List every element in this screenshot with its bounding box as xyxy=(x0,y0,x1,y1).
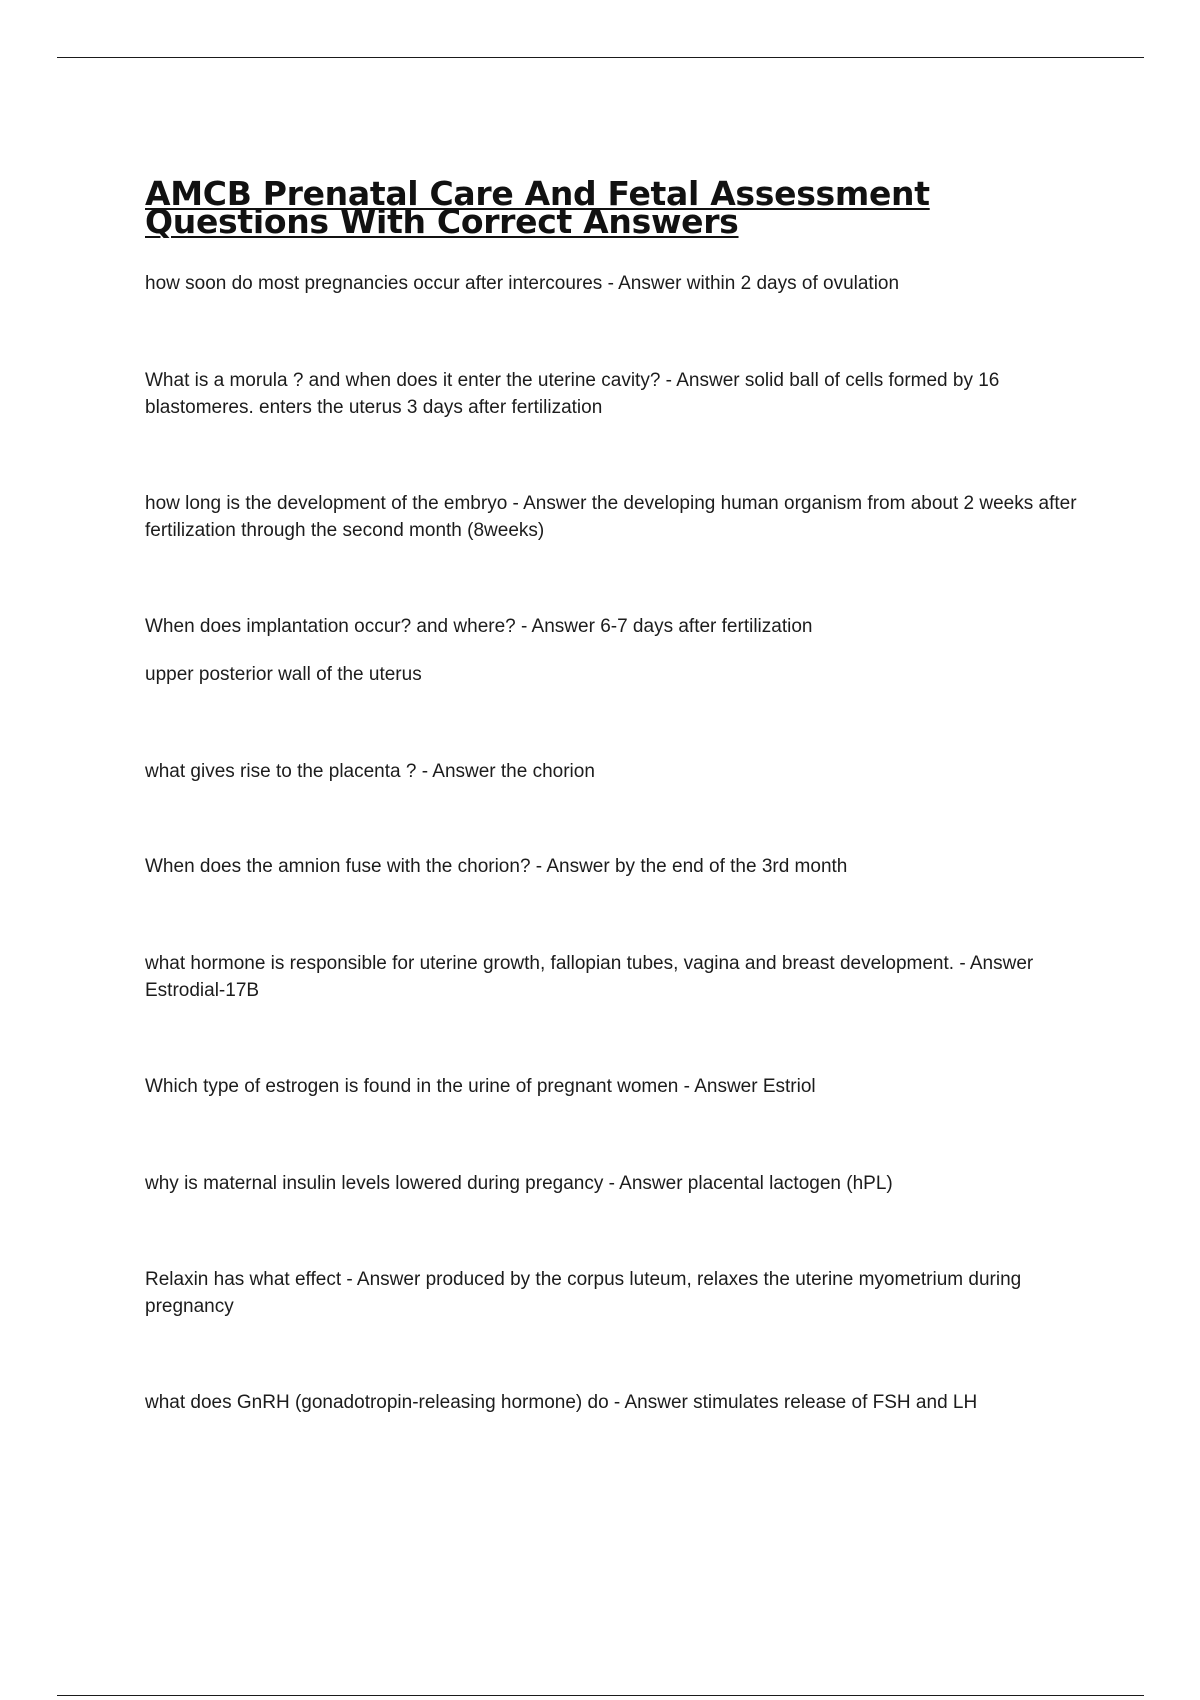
qa-item-1: how soon do most pregnancies occur after intercoures - Answer within 2 days of ovulation xyxy=(145,273,900,294)
qa-item-4: When does implantation occur? and where? - Answer 6-7 days after fertilization xyxy=(145,616,813,637)
qa-item-6: When does the amnion fuse with the chorion? - Answer by the end of the 3rd month xyxy=(145,856,848,877)
document-title: AMCB Prenatal Care And Fetal Assessment Questions With Correct Answers xyxy=(145,174,930,241)
qa-item-3: how long is the development of the embryo - Answer the developing human organism from about 2 weeks after fertilization through the second month (8weeks) xyxy=(145,493,1077,541)
qa-item-9: why is maternal insulin levels lowered during pregancy - Answer placental lactogen (hPL) xyxy=(145,1173,893,1194)
qa-item-7: what hormone is responsible for uterine growth, fallopian tubes, vagina and breast development. - Answer Estrodial-17B xyxy=(145,953,1034,1001)
qa-item-10: Relaxin has what effect - Answer produced by the corpus luteum, relaxes the uterine myometrium during pregnancy xyxy=(145,1269,1022,1317)
bottom-rule xyxy=(57,1695,1144,1696)
top-rule xyxy=(57,57,1144,58)
qa-item-5: what gives rise to the placenta ? - Answer the chorion xyxy=(145,761,595,782)
qa-item-2: What is a morula ? and when does it enter the uterine cavity? - Answer solid ball of cells formed by 16 blastomeres. enters the uterus 3 days after fertilization xyxy=(145,370,1000,418)
qa-item-8: Which type of estrogen is found in the urine of pregnant women - Answer Estriol xyxy=(145,1076,816,1097)
qa-item-11: what does GnRH (gonadotropin-releasing hormone) do - Answer stimulates release of FSH and LH xyxy=(145,1392,978,1413)
qa-item-4-continued: upper posterior wall of the uterus xyxy=(145,664,422,685)
